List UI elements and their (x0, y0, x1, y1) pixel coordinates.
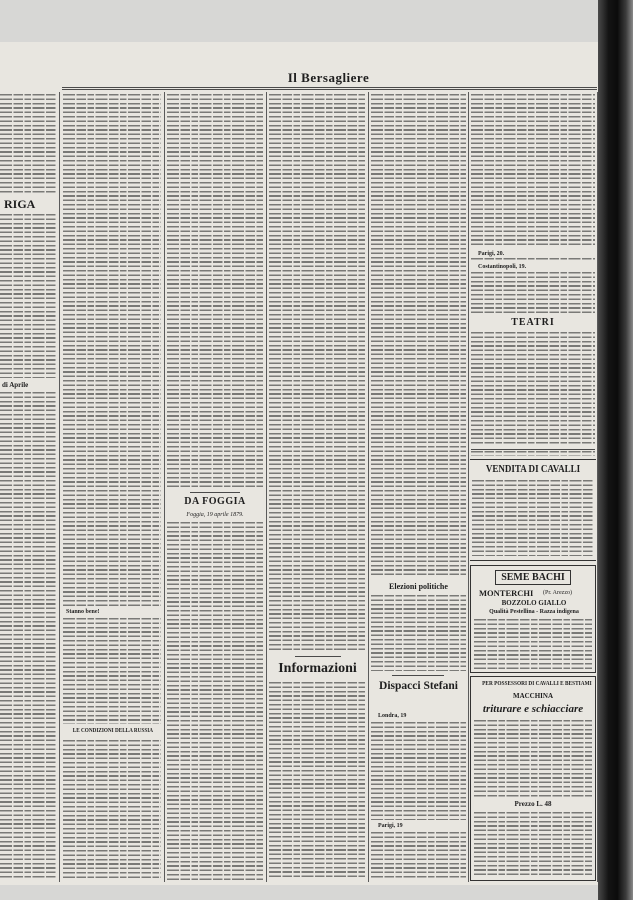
body-text-block (471, 332, 595, 446)
section-divider (471, 449, 595, 450)
ad-title: VENDITA DI CAVALLI (485, 464, 581, 475)
body-text-block (471, 94, 595, 248)
body-text-block (371, 94, 466, 578)
section-heading: LE CONDIZIONI DELLA RUSSIA (72, 727, 153, 734)
section-heading: TEATRI (511, 317, 555, 328)
body-text-block (0, 94, 56, 194)
ad-label: MACCHINA (512, 692, 554, 700)
ad-title: SEME BACHI (495, 570, 571, 585)
book-binding-edge (598, 0, 633, 900)
ad-quality: Qualità Pestellina - Razza indigena (489, 609, 579, 615)
body-text-block (471, 451, 595, 456)
body-text-block (371, 595, 466, 671)
ad-place: (Pr. Arezzo) (543, 590, 572, 596)
dispatch-dateline: Parigi, 19 (378, 823, 403, 829)
column-rule (368, 92, 369, 882)
ad-brand: MONTERCHI (479, 588, 534, 598)
ad-kicker: PER POSSESSORI DI CAVALLI E BESTIAMI (482, 680, 592, 687)
column-rule (266, 92, 267, 882)
body-text-block (269, 94, 366, 652)
section-heading: Dispacci Stefani (379, 680, 458, 692)
body-text-block (471, 258, 595, 262)
masthead-rule-top (62, 87, 597, 88)
column-rule (164, 92, 165, 882)
body-text-block (63, 740, 161, 880)
section-divider (295, 656, 341, 657)
body-text-block (472, 480, 594, 556)
section-heading: Informazioni (278, 661, 357, 676)
masthead-title: Il Bersagliere (287, 70, 370, 85)
section-heading: DA FOGGIA (184, 496, 246, 507)
cropped-heading: RIGA (4, 197, 36, 211)
dispatch-dateline: Costantinopoli, 19. (478, 264, 527, 270)
section-divider (392, 675, 444, 676)
ad-title: triturare e schiacciare (482, 703, 584, 715)
body-text-block (167, 522, 263, 880)
ad-product: BOZZOLO GIALLO (501, 599, 567, 607)
advertisement-silkworm-seed (470, 565, 596, 673)
body-text-block (0, 392, 56, 880)
dispatch-dateline: Londra, 19 (378, 713, 407, 719)
paragraph-lead: Stanno bene! (66, 609, 100, 615)
column-rule (468, 92, 469, 882)
masthead-rule-bottom (62, 89, 597, 90)
column-rule (59, 92, 60, 882)
body-text-block (371, 832, 466, 880)
body-text-block (63, 618, 161, 724)
body-text-block (474, 619, 592, 669)
section-divider (190, 492, 240, 493)
advertisement-horse-sale (470, 459, 596, 561)
ad-price: Prezzo L. 48 (514, 800, 552, 808)
body-text-block (474, 720, 592, 798)
cropped-subheading: di Aprile (2, 381, 29, 389)
body-text-block (474, 812, 592, 876)
section-heading: Elezioni politiche (389, 582, 448, 591)
column-rule (597, 92, 598, 882)
body-text-block (471, 272, 595, 314)
body-text-block (0, 214, 56, 378)
dispatch-dateline: Parigi, 20. (478, 251, 505, 257)
body-text-block (269, 682, 366, 880)
body-text-block (167, 94, 263, 488)
body-text-block (371, 722, 466, 820)
dateline: Foggia, 19 aprile 1879. (186, 512, 244, 518)
advertisement-machine (470, 676, 596, 881)
body-text-block (63, 94, 161, 606)
